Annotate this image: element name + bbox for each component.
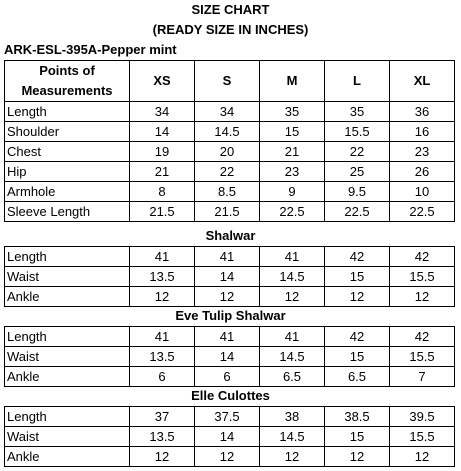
measurement-value: 19 — [130, 142, 195, 162]
measurement-label: Waist — [5, 347, 130, 367]
measurement-value: 6.5 — [260, 367, 325, 387]
measurement-value: 41 — [130, 327, 195, 347]
measurement-value: 8 — [130, 182, 195, 202]
measurement-label: Length — [5, 102, 130, 122]
measurement-value: 37 — [130, 407, 195, 427]
measurement-value: 36 — [390, 102, 455, 122]
measurement-value: 12 — [195, 287, 260, 307]
measurement-value: 12 — [390, 447, 455, 467]
measurement-label: Ankle — [5, 287, 130, 307]
size-header-xs: XS — [130, 61, 195, 102]
measurement-value: 14.5 — [260, 347, 325, 367]
points-of-measurements-header: Points of Measurements — [5, 61, 130, 102]
measurement-value: 16 — [390, 122, 455, 142]
measurement-value: 12 — [260, 447, 325, 467]
measurement-value: 12 — [130, 447, 195, 467]
measurement-value: 7 — [390, 367, 455, 387]
measurement-value: 15.5 — [390, 267, 455, 287]
measurement-value: 6 — [130, 367, 195, 387]
table-row — [5, 102, 455, 122]
measurement-label: Length — [5, 327, 130, 347]
measurement-value: 37.5 — [195, 407, 260, 427]
measurement-label: Ankle — [5, 447, 130, 467]
measurement-value: 12 — [260, 287, 325, 307]
size-header-m: M — [260, 61, 325, 102]
measurement-value: 21 — [130, 162, 195, 182]
table-row — [5, 122, 455, 142]
kameez-table — [4, 60, 455, 222]
measurement-value: 35 — [325, 102, 390, 122]
measurement-label: Length — [5, 407, 130, 427]
section-title-shalwar: Shalwar — [205, 228, 256, 243]
measurement-label: Sleeve Length — [5, 202, 130, 222]
measurement-value: 22 — [325, 142, 390, 162]
measurement-value: 41 — [130, 247, 195, 267]
size-header-xl: XL — [390, 61, 455, 102]
page-title: SIZE CHART — [191, 2, 270, 17]
measurement-value: 22.5 — [390, 202, 455, 222]
measurement-label: Length — [5, 247, 130, 267]
measurement-label: Hip — [5, 162, 130, 182]
section-title-eve-tulip-shalwar: Eve Tulip Shalwar — [175, 308, 286, 323]
measurement-value: 15 — [325, 347, 390, 367]
measurement-value: 41 — [195, 247, 260, 267]
measurement-value: 22 — [195, 162, 260, 182]
table-row — [5, 347, 455, 367]
eve-tulip-shalwar-table — [4, 326, 455, 387]
measurement-value: 21.5 — [130, 202, 195, 222]
measurement-value: 12 — [390, 287, 455, 307]
measurement-value: 15 — [260, 122, 325, 142]
measurement-value: 21 — [260, 142, 325, 162]
measurement-value: 6.5 — [325, 367, 390, 387]
measurement-value: 34 — [130, 102, 195, 122]
measurement-value: 42 — [325, 247, 390, 267]
table-row — [5, 182, 455, 202]
measurement-value: 42 — [390, 327, 455, 347]
measurement-value: 35 — [260, 102, 325, 122]
measurement-value: 38 — [260, 407, 325, 427]
measurement-value: 14.5 — [195, 122, 260, 142]
measurement-value: 39.5 — [390, 407, 455, 427]
measurement-value: 42 — [390, 247, 455, 267]
measurement-value: 12 — [130, 287, 195, 307]
measurement-value: 12 — [195, 447, 260, 467]
measurement-value: 14.5 — [260, 427, 325, 447]
measurement-value: 15 — [325, 427, 390, 447]
measurement-value: 10 — [390, 182, 455, 202]
measurement-value: 15 — [325, 267, 390, 287]
measurement-value: 13.5 — [130, 267, 195, 287]
measurement-label: Armhole — [5, 182, 130, 202]
measurement-value: 22.5 — [260, 202, 325, 222]
section-title-elle-culottes: Elle Culottes — [191, 388, 270, 403]
measurement-value: 38.5 — [325, 407, 390, 427]
size-header-l: L — [325, 61, 390, 102]
table-row — [5, 202, 455, 222]
measurement-value: 20 — [195, 142, 260, 162]
measurement-value: 9 — [260, 182, 325, 202]
measurement-value: 13.5 — [130, 427, 195, 447]
page-subtitle: (READY SIZE IN INCHES) — [152, 22, 309, 37]
measurement-value: 14 — [195, 347, 260, 367]
table-row — [5, 287, 455, 307]
measurement-value: 14 — [130, 122, 195, 142]
measurement-value: 15.5 — [390, 427, 455, 447]
table-row — [5, 267, 455, 287]
table-row — [5, 162, 455, 182]
measurement-value: 9.5 — [325, 182, 390, 202]
measurement-value: 15.5 — [390, 347, 455, 367]
measurement-value: 8.5 — [195, 182, 260, 202]
table-row — [5, 142, 455, 162]
table-row — [5, 447, 455, 467]
table-row — [5, 327, 455, 347]
measurement-label: Shoulder — [5, 122, 130, 142]
measurement-value: 42 — [325, 327, 390, 347]
measurement-value: 26 — [390, 162, 455, 182]
measurement-value: 12 — [325, 287, 390, 307]
measurement-value: 41 — [195, 327, 260, 347]
measurement-value: 41 — [260, 327, 325, 347]
measurement-label: Waist — [5, 427, 130, 447]
table-row — [5, 247, 455, 267]
shalwar-table — [4, 246, 455, 307]
table-row — [5, 367, 455, 387]
measurement-label: Ankle — [5, 367, 130, 387]
measurement-value: 34 — [195, 102, 260, 122]
measurement-value: 23 — [390, 142, 455, 162]
measurement-value: 13.5 — [130, 347, 195, 367]
measurement-value: 22.5 — [325, 202, 390, 222]
size-header-s: S — [195, 61, 260, 102]
measurement-value: 12 — [325, 447, 390, 467]
measurement-label: Chest — [5, 142, 130, 162]
measurement-label: Waist — [5, 267, 130, 287]
measurement-value: 15.5 — [325, 122, 390, 142]
style-code: ARK-ESL-395A-Pepper mint — [4, 42, 177, 57]
elle-culottes-table — [4, 406, 455, 467]
measurement-value: 6 — [195, 367, 260, 387]
measurement-value: 14 — [195, 267, 260, 287]
measurement-value: 14.5 — [260, 267, 325, 287]
measurement-value: 21.5 — [195, 202, 260, 222]
table-row — [5, 427, 455, 447]
measurement-value: 41 — [260, 247, 325, 267]
header-row — [5, 61, 455, 102]
measurement-value: 14 — [195, 427, 260, 447]
measurement-value: 23 — [260, 162, 325, 182]
measurement-value: 25 — [325, 162, 390, 182]
table-row — [5, 407, 455, 427]
